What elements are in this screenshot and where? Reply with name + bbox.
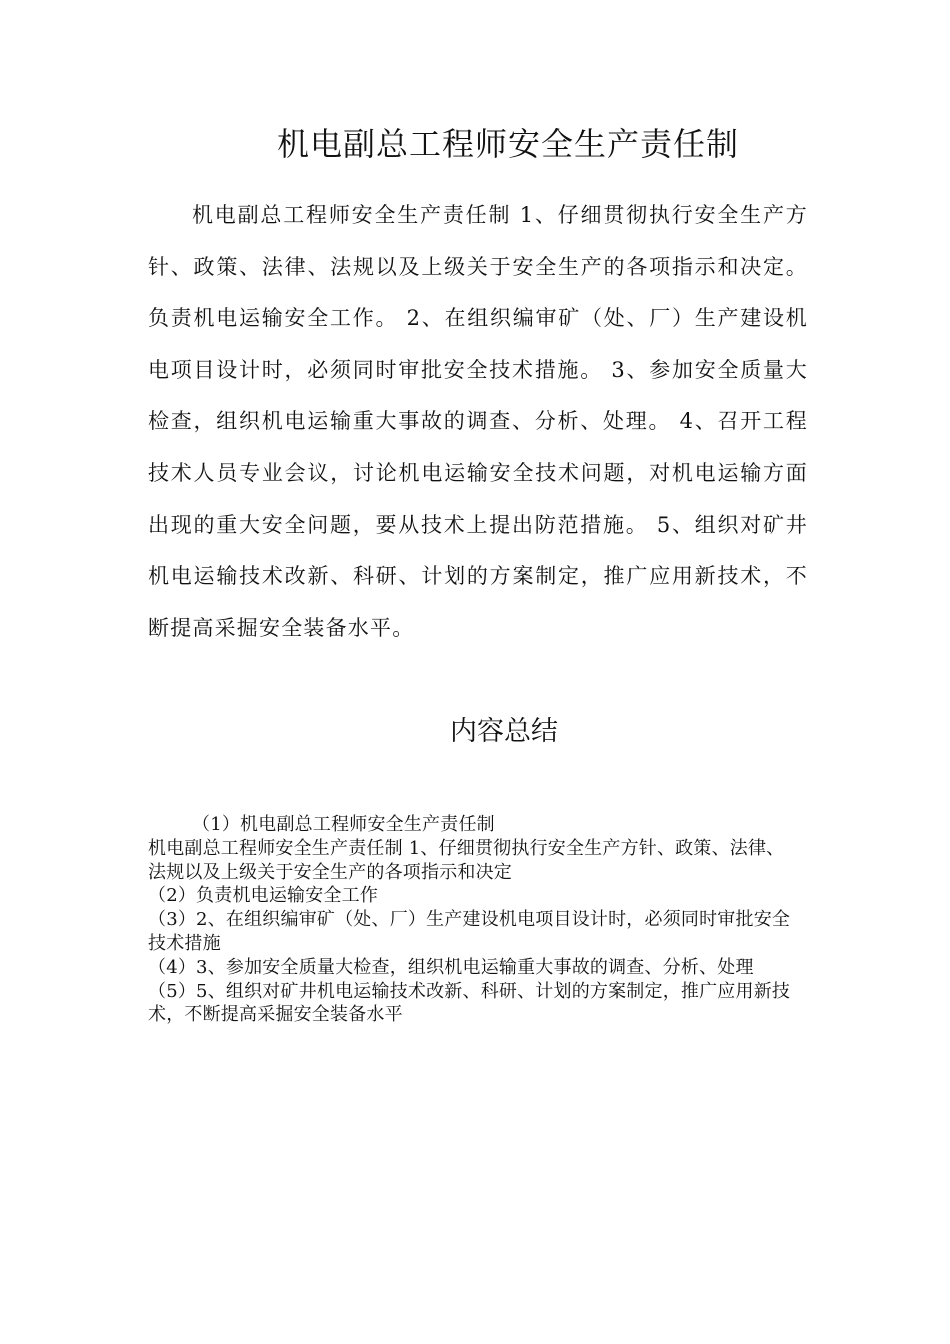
summary-item: （4）3、参加安全质量大检查，组织机电运输重大事故的调查、分析、处理 [148, 956, 754, 978]
summary-item: （3）2、在组织编审矿（处、厂）生产建设机电项目设计时，必须同时审批安全技术措施 [148, 909, 791, 954]
summary-heading: 内容总结 [450, 716, 558, 747]
body-paragraph: 机电副总工程师安全生产责任制 1、仔细贯彻执行安全生产方针、政策、法律、法规以及上级关于安全生产的各项指示和决定。负责机电运输安全工作。 2、在组织编审矿（处、厂）生产建设机电项目设计时，必须同时审批安全技术措施。 3、参加安全质量大检查，组织机电运输重大事故的调查、分析、处理。 4、召开工程技术人员专业会议，讨论机电运输安全技术问题，对机电运输方面出现的重大安全问题，要从技术上提出防范措施。 5、组织对矿井机电运输技术改新、科研、计划的方案制定，推广应用新技术，不断提高采掘安全装备水平。 [148, 203, 808, 640]
summary-list [148, 813, 800, 1027]
summary-item: （2）负责机电运输安全工作 [148, 885, 379, 907]
summary-item: 机电副总工程师安全生产责任制 1、仔细贯彻执行安全生产方针、政策、法律、法规以及上级关于安全生产的各项指示和决定 [148, 837, 785, 883]
document-title: 机电副总工程师安全生产责任制 [276, 125, 739, 163]
summary-item: （5）5、组织对矿井机电运输技术改新、科研、计划的方案制定，推广应用新技术，不断提高采掘安全装备水平 [148, 980, 791, 1026]
summary-item: （1）机电副总工程师安全生产责任制 [192, 814, 495, 835]
